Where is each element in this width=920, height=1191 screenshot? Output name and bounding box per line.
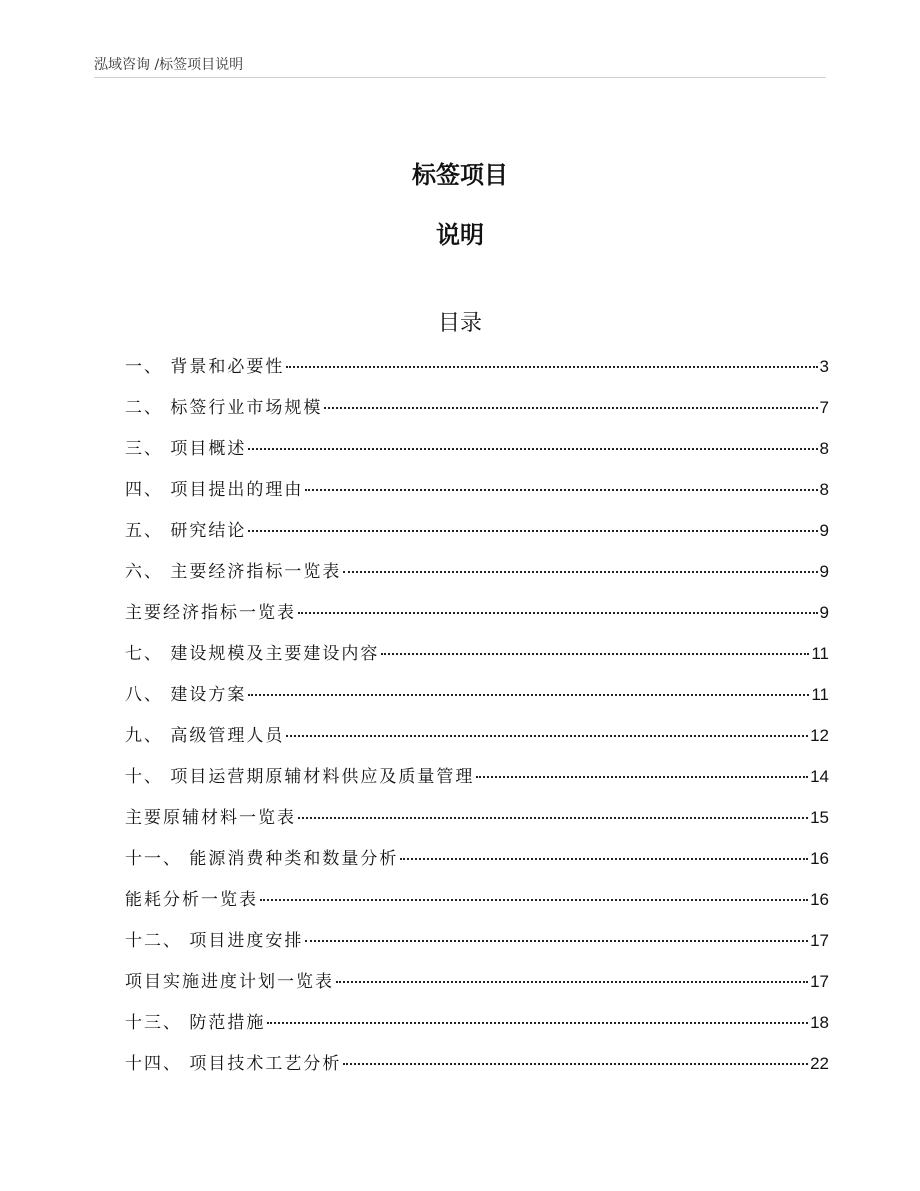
toc-entry[interactable]	[125, 516, 829, 557]
toc-leader-dots	[305, 489, 817, 491]
toc-entry-page: 11	[811, 685, 829, 704]
toc-entry-label: 主要经济指标一览表	[125, 603, 296, 623]
toc-entry[interactable]	[125, 885, 829, 926]
toc-entry-page: 16	[810, 849, 829, 868]
toc-entry-label: 一、 背景和必要性	[125, 357, 285, 377]
toc-entry-label: 七、 建设规模及主要建设内容	[125, 644, 380, 664]
toc-entry-label: 四、 项目提出的理由	[125, 480, 304, 500]
toc-entry-label: 项目实施进度计划一览表	[125, 972, 334, 992]
toc-leader-dots	[343, 571, 817, 573]
toc-leader-dots	[298, 612, 818, 614]
table-of-contents	[125, 352, 829, 1090]
toc-entry-page: 16	[810, 890, 829, 909]
toc-entry-label: 十一、 能源消费种类和数量分析	[125, 849, 399, 869]
toc-entry-page: 15	[810, 808, 829, 827]
toc-entry-page: 8	[819, 439, 829, 458]
toc-entry-page: 17	[810, 972, 829, 991]
toc-entry-label: 三、 项目概述	[125, 439, 247, 459]
toc-entry-label: 五、 研究结论	[125, 521, 247, 541]
toc-entry-page: 9	[819, 562, 829, 581]
toc-entry[interactable]	[125, 434, 829, 475]
toc-entry[interactable]	[125, 352, 829, 393]
toc-leader-dots	[324, 407, 817, 409]
toc-entry-page: 7	[819, 398, 829, 417]
toc-entry-page: 3	[819, 357, 829, 376]
toc-entry[interactable]	[125, 1008, 829, 1049]
toc-entry[interactable]	[125, 844, 829, 885]
toc-entry[interactable]	[125, 475, 829, 516]
toc-entry-page: 11	[811, 644, 829, 663]
toc-entry[interactable]	[125, 926, 829, 967]
toc-leader-dots	[260, 899, 808, 901]
toc-leader-dots	[305, 940, 808, 942]
toc-entry-page: 22	[810, 1054, 829, 1073]
toc-entry-label: 主要原辅材料一览表	[125, 808, 296, 828]
document-title: 标签项目	[412, 161, 508, 189]
header-divider	[94, 77, 826, 78]
toc-leader-dots	[286, 366, 817, 368]
toc-leader-dots	[248, 530, 817, 532]
toc-entry[interactable]	[125, 1049, 829, 1090]
toc-entry-page: 9	[819, 521, 829, 540]
toc-entry-page: 14	[810, 767, 829, 786]
toc-entry[interactable]	[125, 721, 829, 762]
toc-leader-dots	[400, 858, 808, 860]
toc-leader-dots	[336, 981, 808, 983]
toc-heading: 目录	[437, 311, 482, 336]
toc-entry-label: 二、 标签行业市场规模	[125, 398, 323, 418]
page-header: 泓域咨询 /标签项目说明	[94, 57, 244, 73]
toc-entry-label: 六、 主要经济指标一览表	[125, 562, 342, 582]
toc-entry[interactable]	[125, 967, 829, 1008]
toc-entry-page: 8	[819, 480, 829, 499]
toc-entry[interactable]	[125, 680, 829, 721]
toc-entry-label: 十、 项目运营期原辅材料供应及质量管理	[125, 767, 475, 787]
toc-entry[interactable]	[125, 762, 829, 803]
toc-entry-label: 九、 高级管理人员	[125, 726, 285, 746]
toc-entry[interactable]	[125, 557, 829, 598]
toc-entry-label: 十四、 项目技术工艺分析	[125, 1054, 342, 1074]
toc-leader-dots	[298, 817, 808, 819]
toc-leader-dots	[248, 694, 809, 696]
toc-entry[interactable]	[125, 393, 829, 434]
toc-entry[interactable]	[125, 598, 829, 639]
toc-leader-dots	[267, 1022, 808, 1024]
toc-entry-label: 十三、 防范措施	[125, 1013, 266, 1033]
toc-entry-label: 十二、 项目进度安排	[125, 931, 304, 951]
toc-entry-page: 18	[810, 1013, 829, 1032]
toc-entry[interactable]	[125, 803, 829, 844]
toc-leader-dots	[286, 735, 808, 737]
toc-entry-label: 能耗分析一览表	[125, 890, 258, 910]
toc-entry-page: 12	[810, 726, 829, 745]
toc-entry-label: 八、 建设方案	[125, 685, 247, 705]
toc-entry-page: 9	[819, 603, 829, 622]
toc-entry-page: 17	[810, 931, 829, 950]
toc-leader-dots	[381, 653, 809, 655]
document-subtitle: 说明	[436, 221, 484, 249]
toc-leader-dots	[343, 1063, 808, 1065]
toc-leader-dots	[476, 776, 808, 778]
toc-entry[interactable]	[125, 639, 829, 680]
toc-leader-dots	[248, 448, 817, 450]
